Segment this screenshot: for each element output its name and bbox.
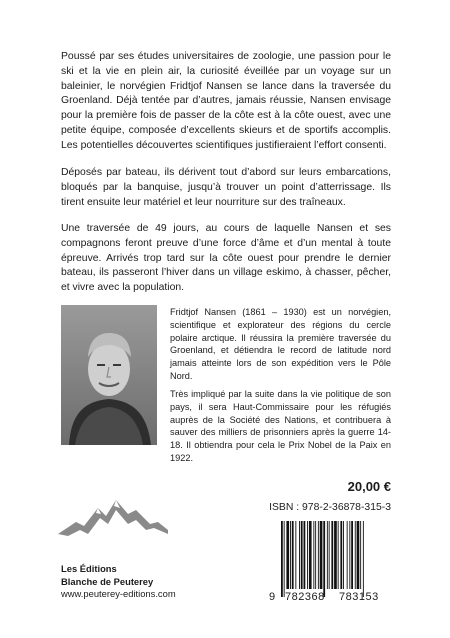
barcode-bar: [343, 521, 344, 589]
barcode-right-digits: 783153: [339, 591, 379, 603]
price: 20,00 €: [347, 479, 391, 494]
barcode-bar: [323, 521, 325, 597]
barcode-bar: [281, 521, 283, 597]
barcode-bar: [347, 521, 348, 589]
isbn: ISBN : 978-2-36878-315-3: [269, 502, 391, 513]
barcode-bar: [304, 521, 306, 589]
bio-paragraph-1: Fridtjof Nansen (1861 – 1930) est un norvégien, scientifique et explorateur des régions du cercle polaire arctique. Il réussira la première traversée du Groenland, et détiendra le record de latitude nord jamais atteinte lors de son expédition vers le Pôle Nord.: [170, 307, 391, 381]
barcode-bar: [301, 521, 303, 589]
barcode-bar: [315, 521, 316, 589]
barcode-bar: [327, 521, 328, 589]
barcode-bar: [349, 521, 350, 589]
paragraph-arrival: Déposés par bateau, ils dérivent tout d’abord sur leurs embarcations, bloqués par la banquise, jusqu’à trouver un point d’atterrissage. Ils tirent ensuite leur matériel et leur nourriture sur des traîneaux.: [61, 167, 391, 208]
barcode-bar: [299, 521, 300, 589]
barcode-bar: [320, 521, 323, 589]
barcode-bar: [318, 521, 319, 589]
barcode-bar: [360, 521, 361, 589]
author-portrait: [61, 305, 157, 445]
paragraph-crossing: Une traversée de 49 jours, au cours de laquelle Nansen et ses compagnons feront preuve d’une force d’âme et d’un mental à toute épreuve. Arrivés trop tard sur la côte ouest pour prendre le dernier bateau, ils passeront l’hiver dans un village eskimo, à chasser, pêcher, et vivre avec la population.: [61, 223, 391, 294]
barcode-bar: [351, 521, 353, 589]
publisher-line-2: Blanche de Peuterey: [61, 575, 154, 587]
publisher-block: [61, 563, 176, 601]
barcode-bar: [357, 521, 360, 589]
barcode-bar: [313, 521, 314, 589]
barcode-first-digit: 9: [269, 591, 276, 603]
barcode-left-digits: 782368: [285, 591, 325, 603]
barcode-bar: [331, 521, 333, 589]
barcode-bar: [338, 521, 339, 589]
barcode-bar: [295, 521, 296, 589]
barcode-bar: [286, 521, 289, 589]
barcode-bar: [309, 521, 312, 589]
bio-paragraph-2: Très impliqué par la suite dans la vie politique de son pays, il sera Haut-Commissaire pour les réfugiés auprès de la Société des Nations, et contribuera à sauver des milliers de prisonniers après la guerre 14-18. Il obtiendra pour cela le Prix Nobel de la Paix en 1922.: [170, 389, 391, 463]
barcode-bar: [307, 521, 308, 589]
mountain-logo-icon: [58, 494, 168, 542]
paragraph-intro: Poussé par ses études universitaires de zoologie, une passion pour le ski et la vie en plein air, la curiosité éveillée par un voyage sur un baleinier, le norvégien Fridtjof Nansen se lance dans la traversée du Groenland. Déjà tentée par d’autres, jamais réussie, Nansen envisage pour la première fois de passer de la côte est à la côte ouest, avec une petite équipe, composée d’excellents skieurs et de sportifs accomplis. Les potentielles découvertes scientifiques justifieraient l’effort consenti.: [61, 51, 391, 151]
publisher-url: www.peuterey-editions.com: [61, 588, 176, 599]
barcode-bar: [355, 521, 356, 589]
barcode-bar: [292, 521, 294, 589]
barcode-bar: [329, 521, 330, 589]
barcode-bar: [363, 521, 364, 597]
publisher-line-1: Les Éditions: [61, 563, 117, 574]
barcode-bar: [290, 521, 291, 589]
barcode-bar: [284, 521, 285, 597]
barcode-bar: [334, 521, 337, 589]
barcode-bar: [340, 521, 342, 589]
